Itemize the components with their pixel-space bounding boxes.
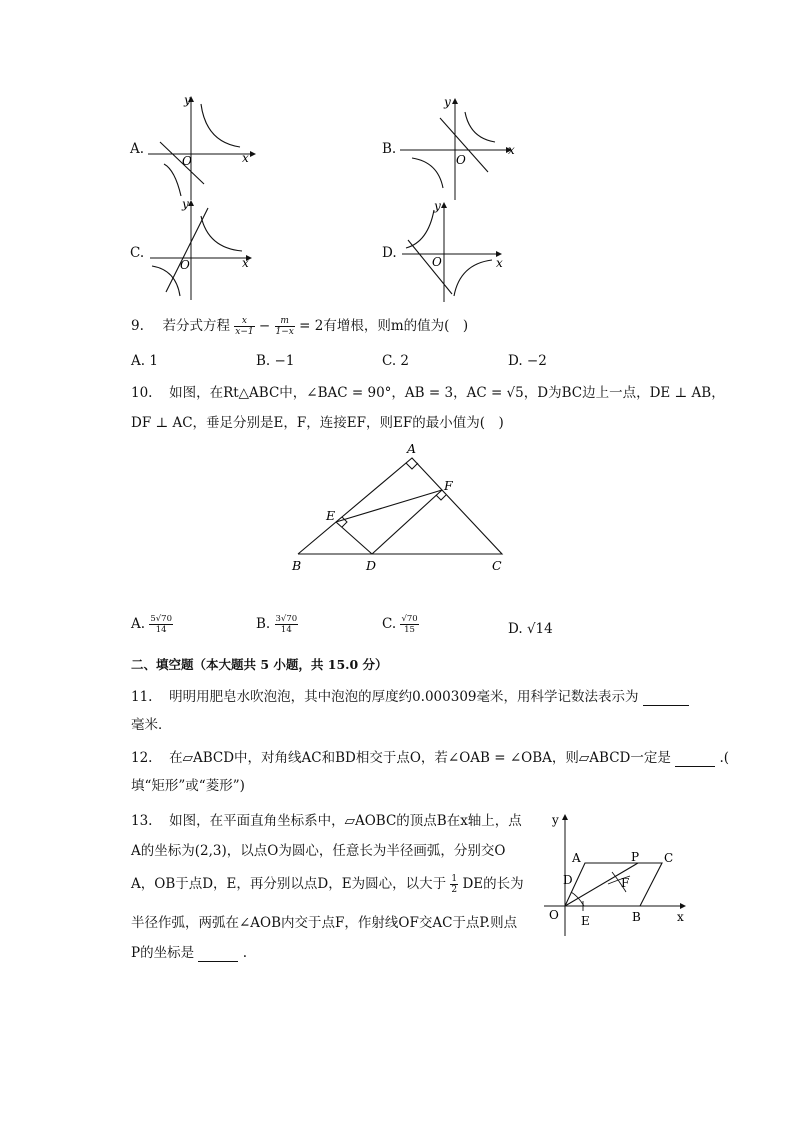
q8c-x-label: x [242,256,249,270]
q13-answer-blank[interactable] [198,947,238,962]
q9-option-a[interactable]: A. 1 [131,353,158,369]
q9-text-post: = 2有增根，则m的值为( ) [299,318,469,334]
q13-label-d: D [563,873,573,887]
q13-label-e: E [581,914,590,928]
q8a-origin-label: O [182,154,192,168]
q13-stem-line1 [131,812,522,830]
q10-label-b: B [292,558,302,573]
q11-stem-line1 [131,688,689,706]
q8a-y-label: y [184,93,191,107]
q10-option-d[interactable]: D. √14 [508,621,553,637]
q13-label-o: O [549,908,559,922]
section-2-title: 二、填空题（本大题共 5 小题，共 15.0 分） [131,657,388,672]
q12-stem-line2: 填“矩形”或“菱形”) [131,778,245,794]
q9-stem [131,316,468,337]
q12-answer-blank[interactable] [675,752,715,767]
q13-text-line1: 如图，在平面直角坐标系中，▱AOBC的顶点B在x轴上，点 [169,813,522,829]
q8-option-b-label: B. [382,141,397,157]
q13-parallelogram-figure [540,808,690,940]
q10-number: 10. [131,385,153,401]
q8a-x-label: x [242,151,249,165]
q10-label-e: E [326,508,336,523]
q8d-origin-label: O [432,255,442,269]
q9-minus: − [258,318,271,334]
q8b-x-label: x [508,143,515,157]
q9-option-d[interactable]: D. −2 [508,353,547,369]
q12-number: 12. [131,750,153,766]
q8-graph-a [128,92,258,202]
q9-number: 9. [131,318,144,334]
q11-number: 11. [131,689,153,705]
q13-label-b: B [632,910,641,924]
q8-option-d-label: D. [382,245,397,261]
q8-graph-d [380,196,520,306]
q9-option-c[interactable]: C. 2 [382,353,410,369]
q12-text-line1: 在▱ABCD中，对角线AC和BD相交于点O，若∠OAB = ∠OBA，则▱ABCD一定是 [169,750,671,766]
q13-half-fraction: $\frac{1}{2}$ [451,874,458,895]
q11-stem-line2: 毫米． [131,717,172,733]
q9-text-pre: 若分式方程 [162,318,230,334]
q10-text-line1: 如图，在Rt△ABC中，∠BAC = 90°，AB = 3，AC = √5，D为BC边上一点，DE ⊥ AB， [169,385,725,401]
q10-option-c[interactable]: C. $\frac{√70}{15}$ [382,614,418,635]
q10-label-d: D [366,558,377,573]
q13-stem-line3: A，OB于点D，E，再分别以点D，E为圆心，以大于 $\frac{1}{2}$ DE的长为 [131,874,524,895]
q13-label-f: F [621,876,630,890]
q10-stem-line2: DF ⊥ AC，垂足分别是E，F，连接EF，则EF的最小值为( ) [131,415,504,431]
q8c-y-label: y [182,197,189,211]
q13-label-a: A [572,851,581,865]
q13-stem-line4: 半径作弧，两弧在∠AOB内交于点F，作射线OF交AC于点P.则点 [131,915,518,931]
q13-number: 13. [131,813,153,829]
q8-graph-c [128,196,258,306]
q9-fraction-2: $\frac{m}{1-x}$ [275,316,294,337]
q13-label-p: P [631,850,640,864]
q11-text-line1: 明明用肥皂水吹泡泡，其中泡泡的厚度约0.000309毫米，用科学记数法表示为 [169,689,639,705]
q8-graph-c-svg [128,196,258,306]
q10-stem-line1 [131,384,725,402]
q9-option-b[interactable]: B. −1 [256,353,295,369]
q8-option-c-label: C. [130,245,145,261]
q8-graph-d-svg [380,196,520,306]
q12-text-line1-post: .( [719,750,730,766]
q10-option-a[interactable]: A. $\frac{5√70}{14}$ [131,614,172,635]
q13-label-c: C [664,851,674,865]
q13-label-x: x [677,910,684,924]
q13-label-y: y [552,813,559,827]
q10-label-f: F [444,478,453,493]
q8b-y-label: y [444,95,451,109]
q8b-origin-label: O [456,153,466,167]
q8-graph-a-svg [128,92,258,202]
q11-answer-blank[interactable] [643,691,689,706]
q8-option-a-label: A. [130,141,145,157]
q10-option-b[interactable]: B. $\frac{3√70}{14}$ [256,614,298,635]
q13-stem-line2: A的坐标为(2,3)，以点O为圆心，任意长为半径画弧，分别交O [131,843,506,859]
q8d-x-label: x [496,256,503,270]
q8-graph-b-svg [380,92,520,202]
q13-stem-line5: P的坐标是 . [131,945,247,961]
q10-label-a: A [407,441,417,456]
q8c-origin-label: O [180,258,190,272]
q9-fraction-1: $\frac{x}{x-1}$ [235,316,254,337]
q8d-y-label: y [434,199,441,213]
q10-triangle-figure [284,438,514,578]
q10-label-c: C [492,558,502,573]
q12-stem-line1 [131,749,729,767]
q8-graph-b [380,92,520,202]
